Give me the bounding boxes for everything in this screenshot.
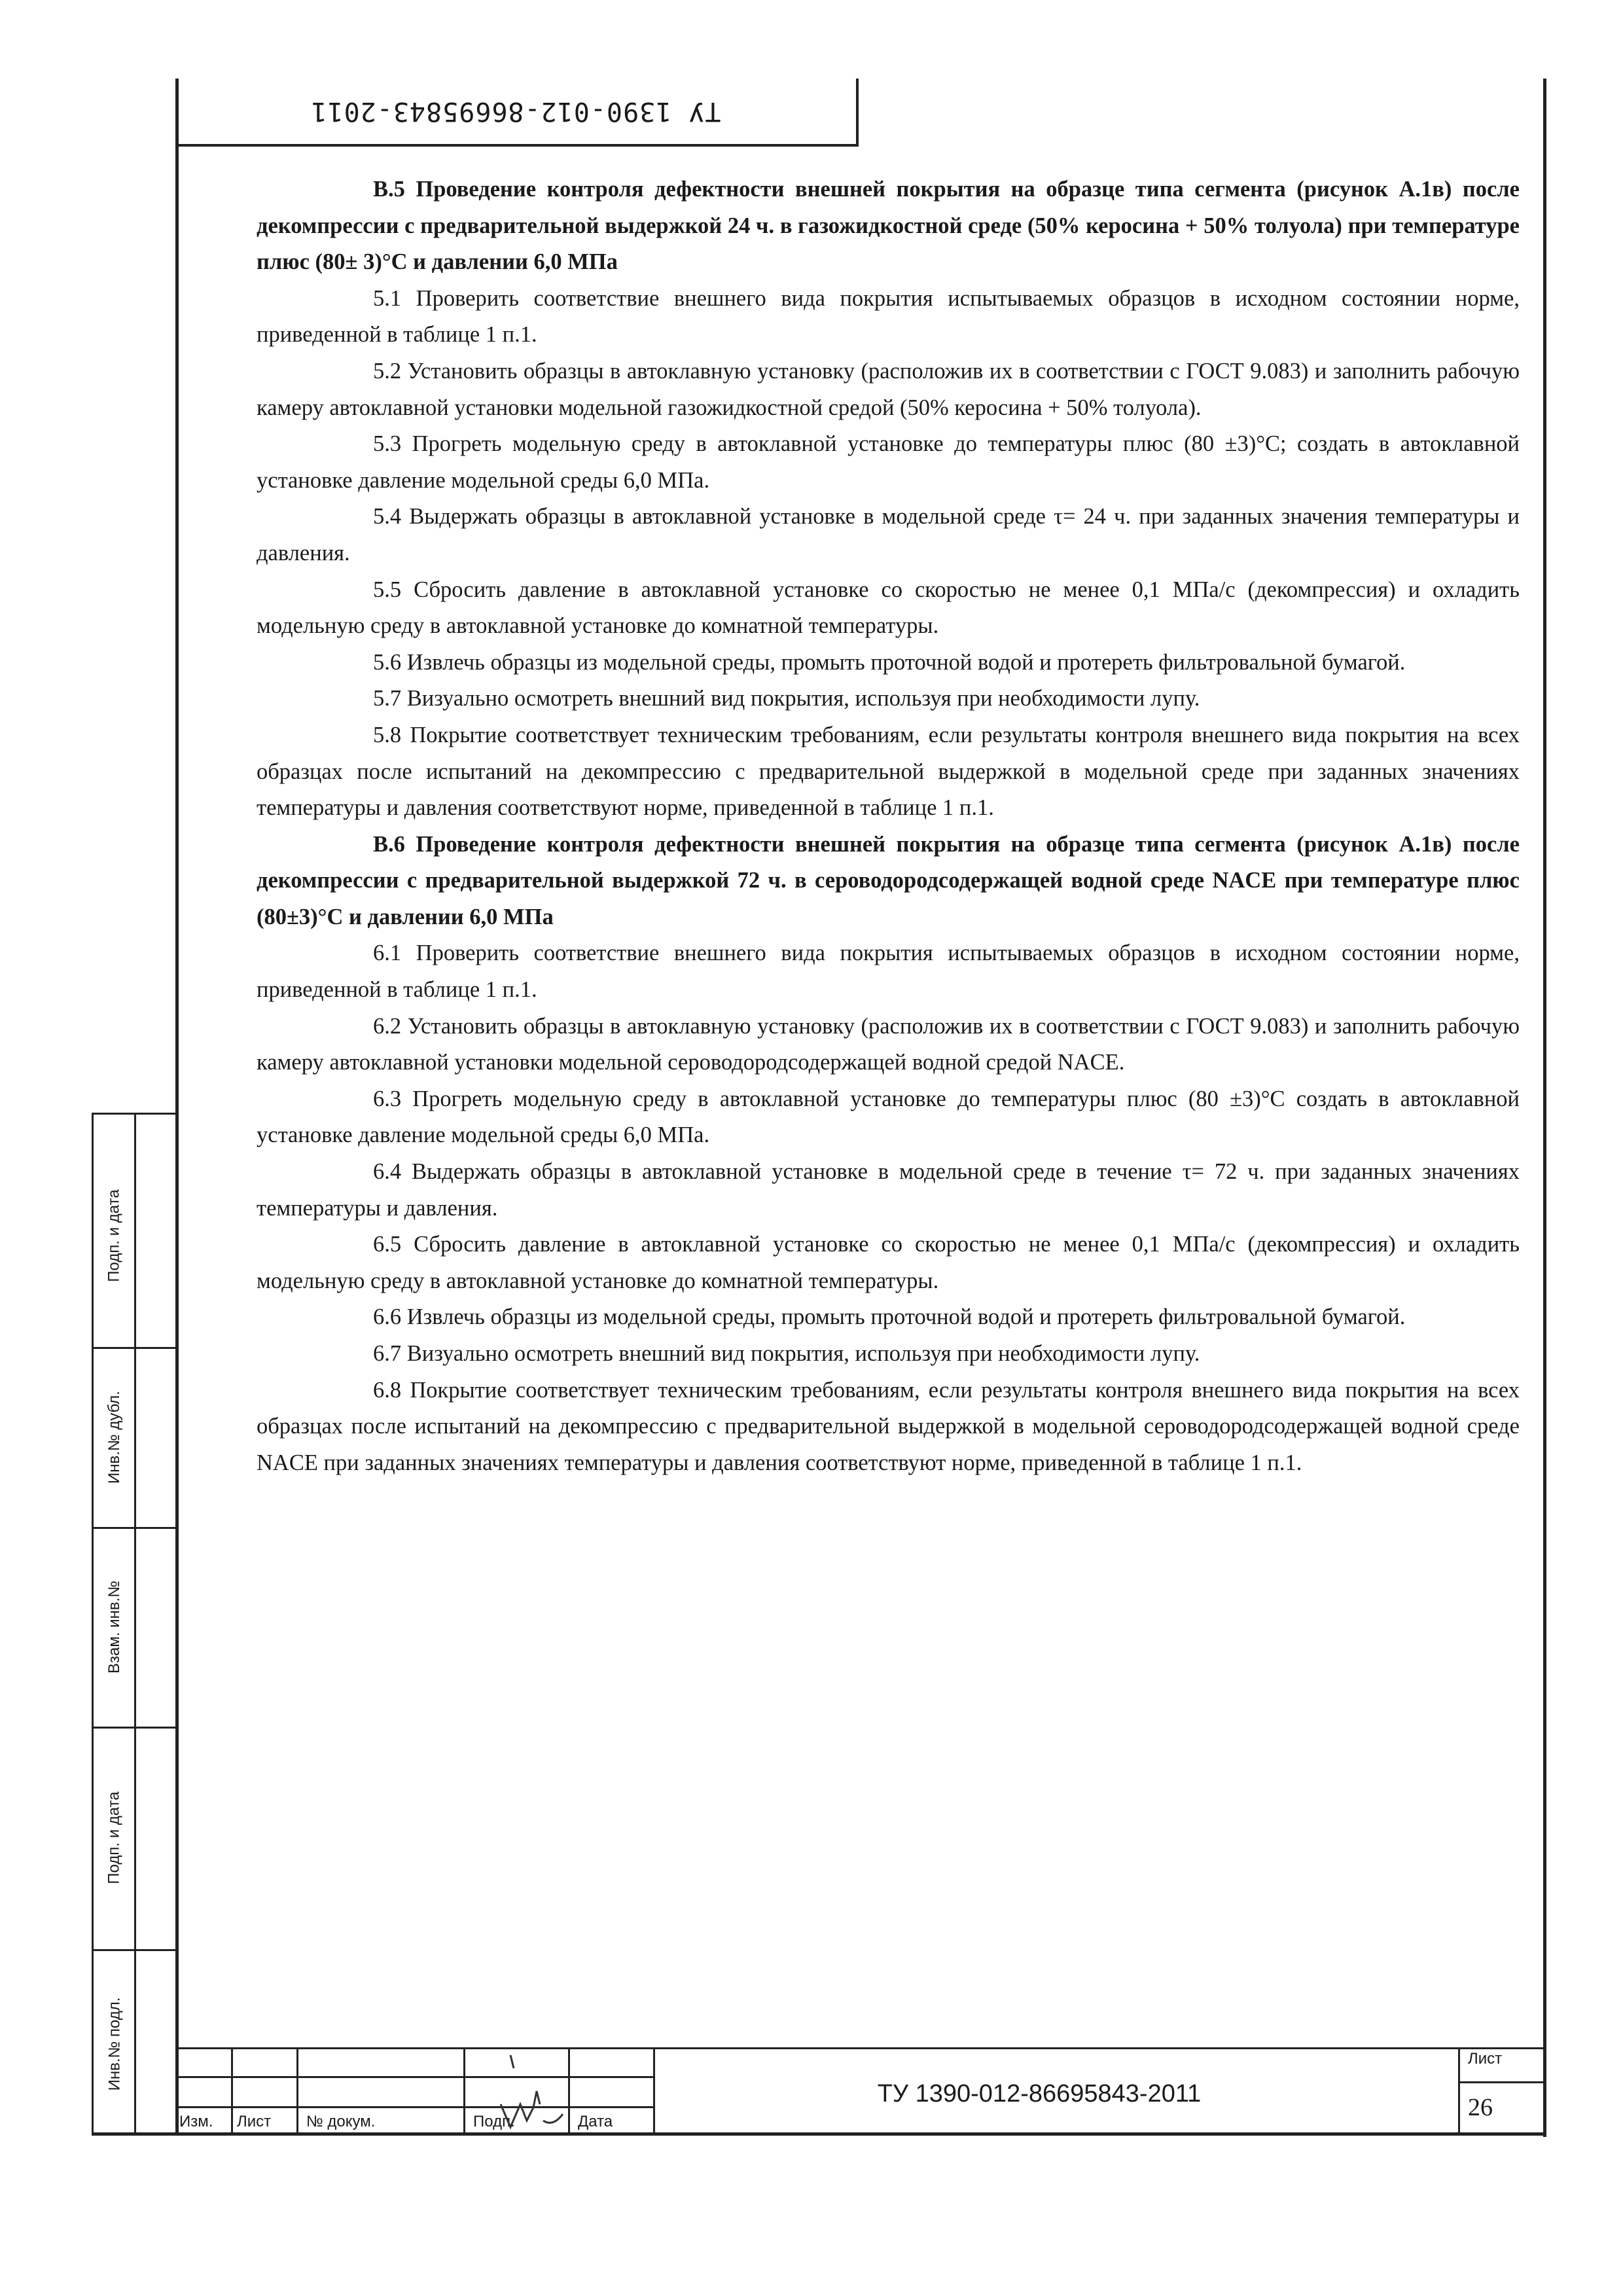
paragraph-5-5: 5.5 Сбросить давление в автоклавной установке со скоростью не менее 0,1 МПа/с (декомпрессия) и охладить модельную среду в автоклавной установке до комнатной температуры. (257, 577, 1520, 639)
strip-label-inv-podl: Инв.№ подл. (105, 1997, 124, 2091)
tb-col-data: Дата (578, 2113, 613, 2130)
top-designation-text: ТУ 1390-012-86695843-2011 (310, 96, 721, 126)
strip-divider (134, 1115, 136, 2134)
paragraph-6-8: 6.8 Покрытие соответствует техническим требованиям, если результаты контроля внешнего вида покрытия на всех образцах после испытаний на декомпрессию с предварительной выдержкой в модельной сероводородсодержащей водной среде NACE при заданных значениях температуры и давления соответствуют норме, приведенной в таблице 1 п.1. (257, 1377, 1520, 1475)
tb-line (1458, 2081, 1546, 2083)
strip-label-podp-data-bottom: Подп. и дата (105, 1791, 123, 1884)
strip-row-line (94, 1347, 175, 1349)
paragraph-5-3: 5.3 Прогреть модельную среду в автоклавной установке до температуры плюс (80 ±3)°С; создать в автоклавной установке давление модельной среды 6,0 МПа. (257, 431, 1520, 493)
frame-right-line (1543, 79, 1546, 2137)
strip-row-line (94, 1527, 175, 1529)
tb-line (231, 2047, 233, 2136)
tb-line (1458, 2047, 1460, 2136)
paragraph-5-1: 5.1 Проверить соответствие внешнего вида покрытия испытываемых образцов в исходном состоянии норме, приведенной в таблице 1 п.1. (257, 285, 1520, 348)
tb-line (175, 2076, 653, 2078)
section-heading-b6: В.6 Проведение контроля дефектности внешней покрытия на образце типа сегмента (рисунок А.1в) после декомпрессии с предварительной выдержкой 72 ч. в сероводородсодержащей водной среде NACE при температуре плюс (80±3)°С и давлении 6,0 МПа (257, 831, 1520, 929)
tb-line (296, 2047, 298, 2136)
tb-sheet-number: 26 (1468, 2094, 1493, 2121)
tb-line (175, 2106, 653, 2108)
paragraph-5-6: 5.6 Извлечь образцы из модельной среды, промыть проточной водой и протереть фильтровальной бумагой. (373, 649, 1406, 675)
strip-row-line (94, 1949, 175, 1951)
paragraph-6-5: 6.5 Сбросить давление в автоклавной установке со скоростью не менее 0,1 МПа/с (декомпрессия) и охладить модельную среду в автоклавной установке до комнатной температуры. (257, 1232, 1520, 1293)
strip-label-podp-data-top: Подп. и дата (105, 1189, 123, 1282)
signature-mark (481, 2042, 573, 2134)
section-heading-b5: В.5 Проведение контроля дефектности внешней покрытия на образце типа сегмента (рисунок А.1в) после декомпрессии с предварительной выдержкой 24 ч. в газожидкостной среде (50% керосина + 50% толуола) при температуре плюс (80± 3)°С и давлении 6,0 МПа (257, 177, 1520, 275)
paragraph-5-2: 5.2 Установить образцы в автоклавную установку (расположив их в соответствии с ГОСТ 9.083) и заполнить рабочую камеру автоклавной установки модельной газожидкостной средой (50% керосина + 50% толуола). (257, 358, 1520, 420)
frame-left-line (175, 79, 179, 2134)
side-binding-strip (92, 1113, 175, 2136)
top-designation-stamp (175, 79, 859, 147)
tb-line (463, 2047, 465, 2136)
tb-designation: ТУ 1390-012-86695843-2011 (877, 2080, 1202, 2108)
strip-label-inv-dubl: Инв.№ дубл. (105, 1390, 124, 1484)
paragraph-6-1: 6.1 Проверить соответствие внешнего вида покрытия испытываемых образцов в исходном состоянии норме, приведенной в таблице 1 п.1. (257, 941, 1520, 1003)
paragraph-6-7: 6.7 Визуально осмотреть внешний вид покрытия, используя при необходимости лупу. (373, 1341, 1200, 1366)
paragraph-6-3: 6.3 Прогреть модельную среду в автоклавной установке до температуры плюс (80 ±3)°С создать в автоклавной установке давление модельной среды 6,0 МПа. (257, 1086, 1520, 1148)
paragraph-5-8: 5.8 Покрытие соответствует техническим требованиям, если результаты контроля внешнего вида покрытия на всех образцах после испытаний на декомпрессию с предварительной выдержкой в модельной среде при заданных значениях температуры и давления соответствуют норме, приведенной в таблице 1 п.1. (257, 722, 1520, 821)
tb-col-doc: № докум. (306, 2113, 376, 2130)
strip-row-line (94, 1727, 175, 1729)
document-body (257, 171, 1520, 1481)
tb-col-podp: Подп. (473, 2113, 515, 2130)
paragraph-6-6: 6.6 Извлечь образцы из модельной среды, промыть проточной водой и протереть фильтровальной бумагой. (373, 1304, 1406, 1330)
paragraph-6-4: 6.4 Выдержать образцы в автоклавной установке в модельной среде в течение τ= 72 ч. при заданных значениях температуры и давления. (257, 1159, 1520, 1221)
title-block (175, 2047, 1546, 2136)
tb-col-list: Лист (237, 2113, 272, 2130)
paragraph-5-7: 5.7 Визуально осмотреть внешний вид покрытия, используя при необходимости лупу. (373, 686, 1200, 711)
strip-label-vzam-inv: Взам. инв.№ (105, 1580, 123, 1674)
tb-line (175, 2047, 1546, 2049)
tb-sheet-label: Лист (1468, 2050, 1503, 2068)
tb-col-izm: Изм. (179, 2113, 213, 2130)
paragraph-5-4: 5.4 Выдержать образцы в автоклавной установке в модельной среде τ= 24 ч. при заданных значения температуры и давления. (257, 504, 1520, 565)
paragraph-6-2: 6.2 Установить образцы в автоклавную установку (расположив их в соответствии с ГОСТ 9.083) и заполнить рабочую камеру автоклавной установки модельной сероводородсодержащей водной средой NACE. (257, 1013, 1520, 1075)
